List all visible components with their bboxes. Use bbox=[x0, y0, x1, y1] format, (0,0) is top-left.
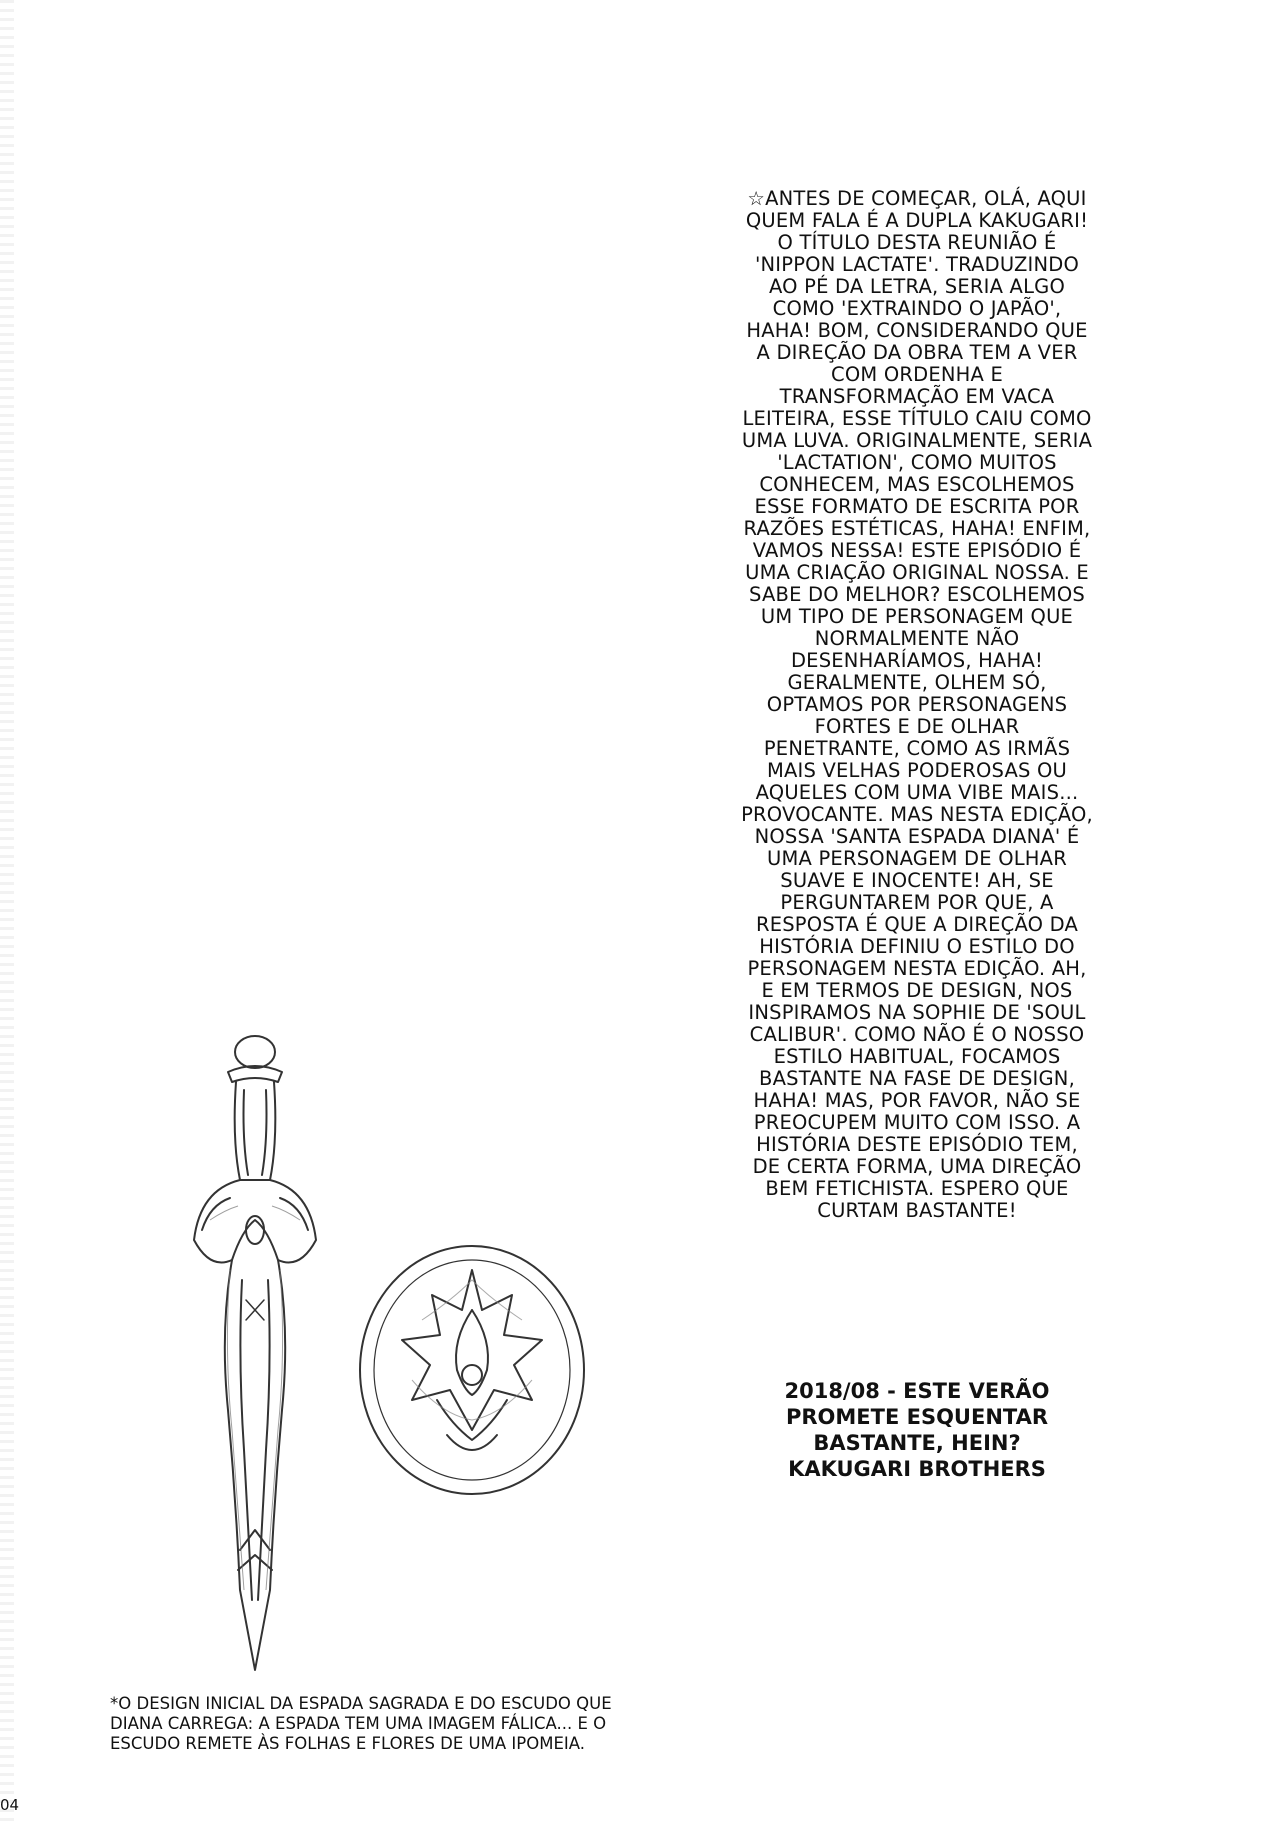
intro-line: CONHECEM, MAS ESCOLHEMOS bbox=[759, 473, 1075, 496]
intro-line: 'LACTATION', COMO MUITOS bbox=[777, 451, 1057, 474]
intro-line: HISTÓRIA DESTE EPISÓDIO TEM, bbox=[756, 1133, 1078, 1156]
intro-line: UMA CRIAÇÃO ORIGINAL NOSSA. E bbox=[745, 561, 1089, 584]
intro-line: PREOCUPEM MUITO COM ISSO. A bbox=[753, 1111, 1081, 1134]
intro-line: OPTAMOS POR PERSONAGENS bbox=[766, 693, 1068, 716]
signoff-line: 2018/08 - ESTE VERÃO bbox=[784, 1379, 1050, 1403]
intro-line: MAIS VELHAS PODEROSAS OU bbox=[766, 759, 1067, 782]
intro-line: PERGUNTAREM POR QUE, A bbox=[780, 891, 1054, 914]
intro-line: SUAVE E INOCENTE! AH, SE bbox=[780, 869, 1054, 892]
intro-line: RESPOSTA É QUE A DIREÇÃO DA bbox=[755, 913, 1079, 936]
intro-line: COMO 'EXTRAINDO O JAPÃO', bbox=[772, 297, 1062, 320]
intro-line: NOSSA 'SANTA ESPADA DIANA' É bbox=[754, 825, 1080, 848]
intro-line: UM TIPO DE PERSONAGEM QUE bbox=[760, 605, 1074, 628]
intro-line: ESSE FORMATO DE ESCRITA POR bbox=[754, 495, 1080, 518]
intro-line: PROVOCANTE. MAS NESTA EDIÇÃO, bbox=[741, 803, 1093, 826]
intro-line: DE CERTA FORMA, UMA DIREÇÃO bbox=[752, 1155, 1082, 1178]
intro-text bbox=[716, 188, 1118, 1222]
sword-sketch bbox=[180, 1030, 330, 1680]
intro-line: VAMOS NESSA! ESTE EPISÓDIO É bbox=[752, 539, 1082, 562]
intro-line: INSPIRAMOS NA SOPHIE DE 'SOUL bbox=[748, 1001, 1086, 1024]
intro-line: TRANSFORMAÇÃO EM VACA bbox=[779, 385, 1055, 408]
intro-line: HAHA! BOM, CONSIDERANDO QUE bbox=[746, 319, 1088, 342]
intro-line: UMA PERSONAGEM DE OLHAR bbox=[767, 847, 1067, 870]
intro-line: FORTES E DE OLHAR bbox=[814, 715, 1020, 738]
signoff-line: KAKUGARI BROTHERS bbox=[788, 1457, 1046, 1481]
scan-edge bbox=[0, 0, 14, 1824]
intro-line: GERALMENTE, OLHEM SÓ, bbox=[787, 671, 1047, 694]
intro-line: UMA LUVA. ORIGINALMENTE, SERIA bbox=[741, 429, 1093, 452]
intro-line: SABE DO MELHOR? ESCOLHEMOS bbox=[749, 583, 1085, 606]
intro-line: BASTANTE NA FASE DE DESIGN, bbox=[759, 1067, 1075, 1090]
intro-line: PENETRANTE, COMO AS IRMÃS bbox=[763, 737, 1071, 760]
intro-line: E EM TERMOS DE DESIGN, NOS bbox=[761, 979, 1073, 1002]
intro-line: CALIBUR'. COMO NÃO É O NOSSO bbox=[749, 1023, 1085, 1046]
intro-line: A DIREÇÃO DA OBRA TEM A VER bbox=[756, 341, 1078, 364]
intro-line: LEITEIRA, ESSE TÍTULO CAIU COMO bbox=[742, 407, 1092, 430]
intro-line: O TÍTULO DESTA REUNIÃO É bbox=[777, 231, 1057, 254]
intro-line: ☆ANTES DE COMEÇAR, OLÁ, AQUI bbox=[747, 187, 1087, 210]
intro-line: 'NIPPON LACTATE'. TRADUZINDO bbox=[754, 253, 1080, 276]
intro-line: COM ORDENHA E bbox=[831, 363, 1003, 386]
page-number: 04 bbox=[0, 1796, 20, 1814]
intro-line: CURTAM BASTANTE! bbox=[817, 1199, 1017, 1222]
intro-line: NORMALMENTE NÃO bbox=[814, 627, 1020, 650]
intro-line: ESTILO HABITUAL, FOCAMOS bbox=[773, 1045, 1061, 1068]
signoff-line: PROMETE ESQUENTAR bbox=[785, 1405, 1049, 1429]
intro-line: DESENHARÍAMOS, HAHA! bbox=[790, 649, 1044, 672]
intro-line: AO PÉ DA LETRA, SERIA ALGO bbox=[768, 275, 1066, 298]
caption-line: DIANA CARREGA: A ESPADA TEM UMA IMAGEM FÁLICA... E O bbox=[110, 1714, 607, 1733]
intro-line: HAHA! MAS, POR FAVOR, NÃO SE bbox=[753, 1089, 1081, 1112]
caption-line: *O DESIGN INICIAL DA ESPADA SAGRADA E DO ESCUDO QUE bbox=[110, 1694, 612, 1713]
intro-line: RAZÕES ESTÉTICAS, HAHA! ENFIM, bbox=[743, 517, 1091, 540]
intro-line: AQUELES COM UMA VIBE MAIS... bbox=[755, 781, 1079, 804]
caption-line: ESCUDO REMETE ÀS FOLHAS E FLORES DE UMA IPOMEIA. bbox=[110, 1734, 585, 1753]
intro-line: BEM FETICHISTA. ESPERO QUE bbox=[765, 1177, 1069, 1200]
signoff-text bbox=[716, 1378, 1118, 1482]
intro-line: HISTÓRIA DEFINIU O ESTILO DO bbox=[759, 935, 1075, 958]
signoff-line: BASTANTE, HEIN? bbox=[813, 1431, 1021, 1455]
illustration-caption bbox=[110, 1694, 680, 1754]
intro-line: PERSONAGEM NESTA EDIÇÃO. AH, bbox=[747, 957, 1087, 980]
shield-sketch bbox=[352, 1240, 592, 1500]
intro-line: QUEM FALA É A DUPLA KAKUGARI! bbox=[745, 209, 1089, 232]
